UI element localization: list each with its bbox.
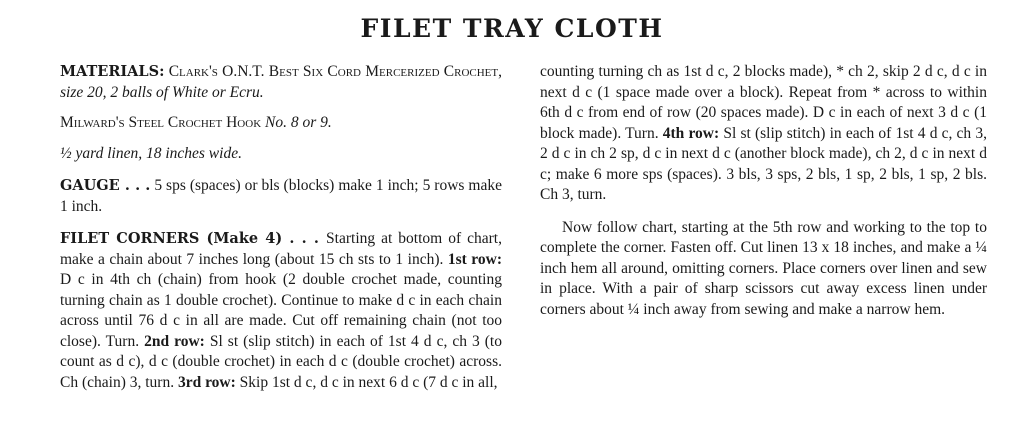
row3-text: counting turning ch as 1st d c, 2 blocks made), * ch 2, skip 2 d c, d c in next d c (1 space made over a block). Repeat from * across to within 6th d c from end of row (20 spaces made). D c in each of next 3 d c (1 block made). Turn. [540, 63, 987, 142]
corners-heading: FILET CORNERS (Make 4) . . . [60, 230, 327, 247]
row1-text: D c in 4th ch (chain) from hook (2 double crochet made, counting turning chain as 1 double crochet). Continue to make d c in each chain across until 76 d c in all are made. Cut off remaining chain (not too close). Turn. [60, 271, 502, 350]
row4-label: 4th row: [662, 124, 724, 142]
linen-paragraph: ½ yard linen, 18 inches wide. [60, 144, 242, 162]
gauge-paragraph [60, 176, 502, 217]
row4-text: Sl st (slip stitch) in each of 1st 4 d c, ch 3, 2 d c in ch 2 sp, d c in next d c (another block made), ch 2, d c in next d c; make 6 more sps (spaces). 3 bls, 3 sps, 2 bls, 1 sp, 2 bls, 1 sp, 2 bls. Ch 3, turn. [540, 124, 987, 203]
gauge-text: 5 sps (spaces) or bls (blocks) make 1 inch; 5 rows make 1 inch. [60, 177, 502, 215]
hook-spec: No. 8 or 9. [265, 114, 332, 131]
right-column [540, 62, 987, 320]
row1-label: 1st row: [447, 250, 502, 268]
corners-paragraph [60, 229, 502, 393]
row2-text: Sl st (slip stitch) in each of 1st 4 d c, ch 3 (to count as d c), d c (double crochet) in each d c (double crochet) across. Ch (chain) 3, turn. [60, 332, 502, 391]
row2-label: 2nd row: [144, 332, 210, 350]
materials-paragraph [60, 62, 502, 103]
gauge-heading: GAUGE . . . [60, 177, 151, 194]
finish-paragraph: Now follow chart, starting at the 5th row and working to the top to complete the corner. Fasten off. Cut linen 13 x 18 inches, and make a ¼ inch hem all around, omitting corners. Place corners over linen and sew in place. With a pair of sharp scissors cut away excess linen under corners about ¼ inch away from sewing and make a narrow hem. [540, 218, 987, 318]
row3-text: Skip 1st d c, d c in next 6 d c (7 d c in all, [239, 373, 498, 391]
materials-spec: size 20, 2 balls of White or Ecru. [60, 83, 264, 101]
corners-paragraph-continued [540, 62, 987, 206]
left-column [60, 62, 502, 393]
corners-intro: Starting at bottom of chart, make a chain about 7 inches long (about 15 ch sts to 1 inch). [60, 230, 502, 268]
materials-heading: MATERIALS: [60, 63, 165, 80]
materials-brand: Clark's O.N.T. Best Six Cord Mercerized Crochet, [168, 63, 502, 80]
hook-brand: Milward's Steel Crochet Hook [60, 114, 262, 131]
page-title: FILET TRAY CLOTH [360, 14, 664, 43]
row3-label: 3rd row: [177, 373, 240, 391]
hook-paragraph [60, 113, 502, 134]
